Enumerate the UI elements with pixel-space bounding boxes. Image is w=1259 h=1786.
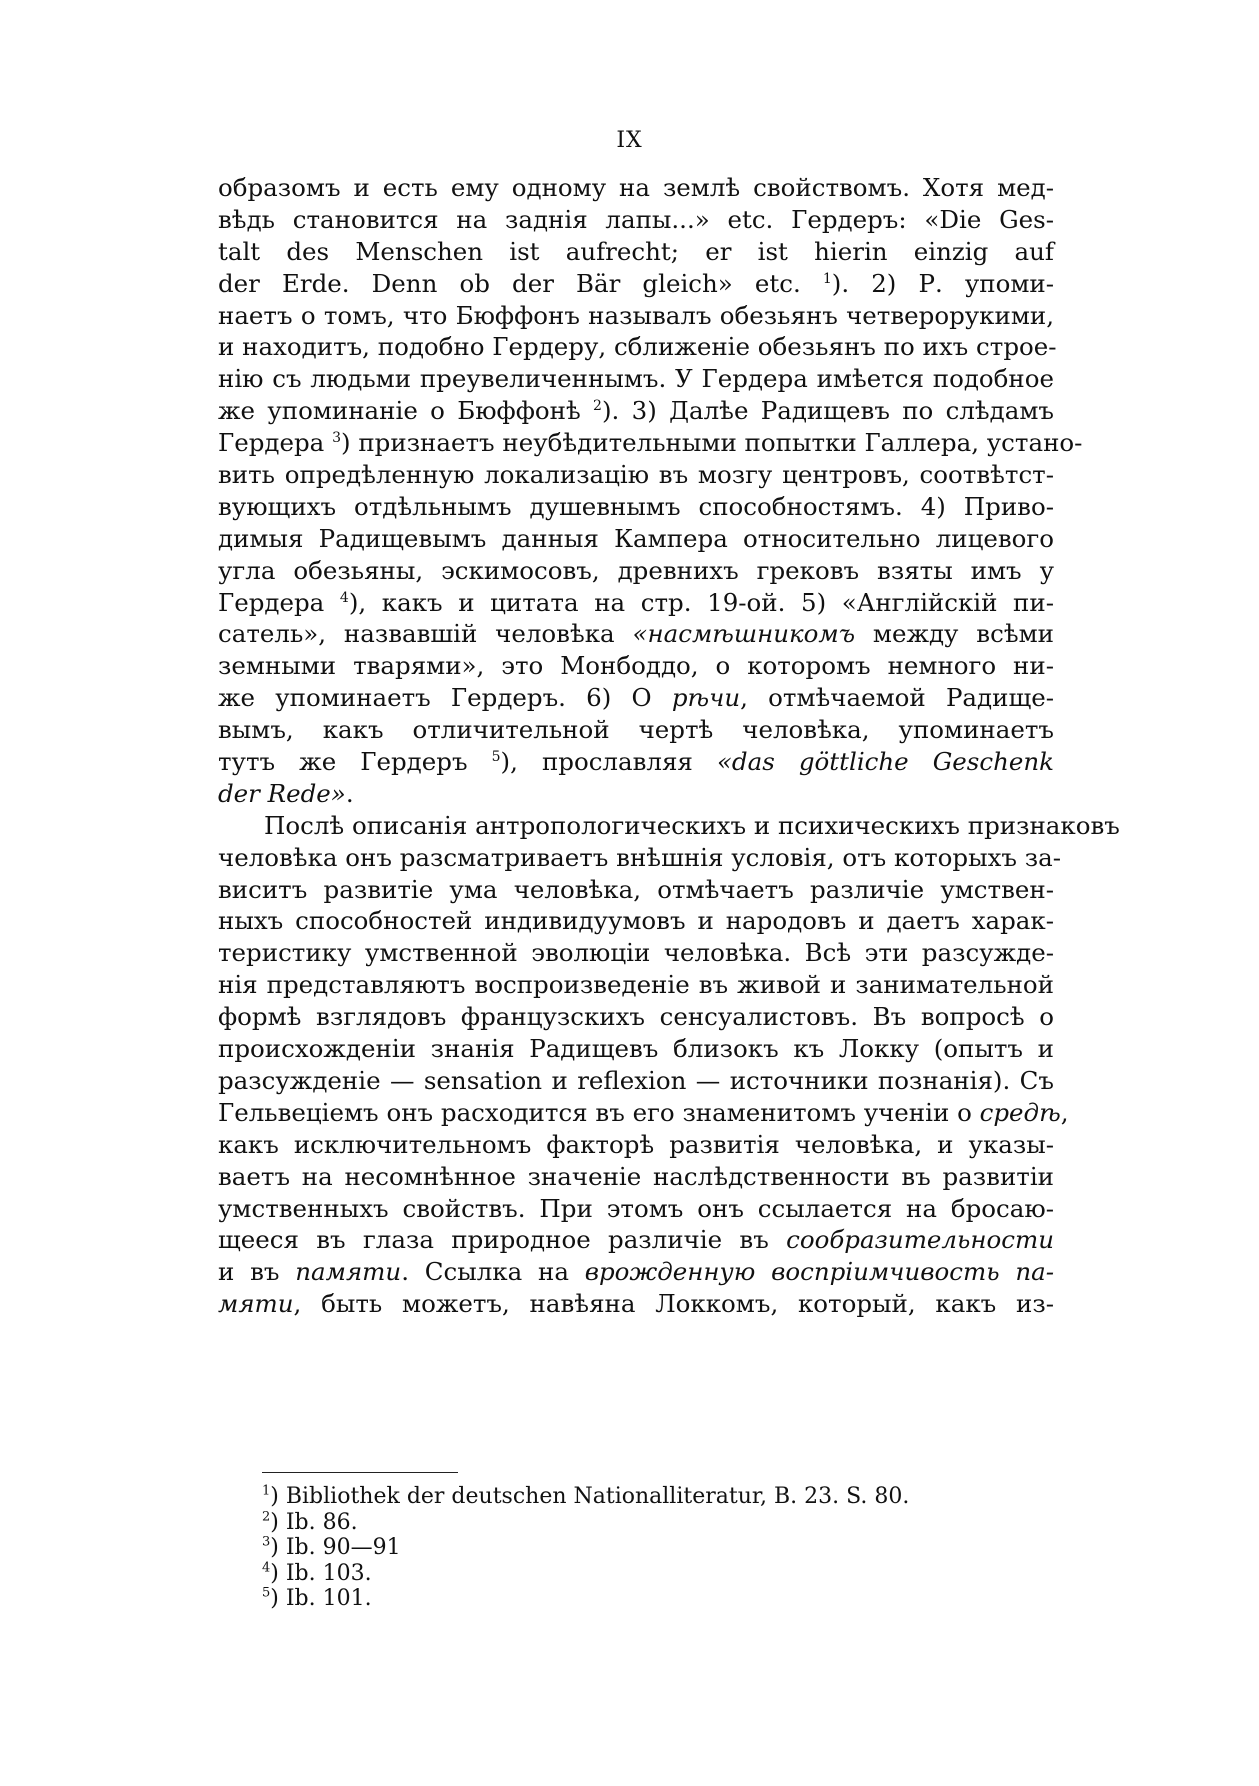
footnote-ref: 3	[332, 429, 341, 446]
footnote-text: ) Ib. 86.	[270, 1509, 358, 1535]
line-text: ). 3) Далѣе Радищевъ по слѣдамъ	[601, 396, 1054, 426]
footnotes	[262, 1484, 1022, 1612]
line-text: сатель», назвавшій человѣка	[218, 619, 633, 649]
text-line	[218, 587, 1054, 619]
line-text: и въ	[218, 1257, 296, 1287]
line-text: вующихъ отдѣльнымъ душевнымъ способностямъ. 4) Приво-	[218, 491, 1054, 521]
line-text: Послѣ описанія антропологическихъ и психическихъ признаковъ	[264, 810, 1120, 840]
text-line	[218, 842, 1062, 874]
text-line	[218, 1001, 1054, 1033]
italic-text: памяти	[295, 1257, 402, 1287]
line-text: нію съ людьми преувеличеннымъ. У Гердера имѣется подобное	[218, 364, 1054, 394]
line-text: , отмѣчаемой Радище-	[740, 683, 1054, 713]
text-line	[218, 778, 1054, 810]
line-text: человѣка онъ разсматриваетъ внѣшнія условія, отъ которыхъ за-	[218, 842, 1062, 872]
text-line	[218, 810, 1120, 842]
line-text: вѣдь становится на заднія лапы...» etc. Гердеръ: «Die Ges-	[218, 204, 1054, 234]
line-text: формѣ взглядовъ французскихъ сенсуалистовъ. Въ вопросѣ о	[218, 1002, 1054, 1032]
text-line	[218, 427, 1083, 459]
footnote-text: ) Bibliothek der deutschen Nationalliteratur, B. 23. S. 80.	[270, 1484, 910, 1509]
line-text: земными тварями», это Монбоддо, о которомъ немного ни-	[218, 651, 1054, 681]
footnote-text: ) Ib. 90—91	[270, 1535, 401, 1560]
line-text: происхожденіи знанія Радищевъ близокъ къ Локку (опытъ и	[218, 1034, 1054, 1064]
text-line	[218, 363, 1054, 395]
line-text: ), какъ и цитата на стр. 19-ой. 5) «Англійскій пи-	[348, 587, 1054, 617]
text-line	[218, 331, 1057, 363]
text-line	[218, 523, 1054, 555]
italic-text: мяти	[218, 1289, 294, 1319]
line-text: ныхъ способностей индивидуумовъ и народовъ и даетъ харак-	[218, 906, 1054, 936]
footnote	[262, 1484, 1022, 1510]
footnote	[262, 1535, 1022, 1561]
text-line	[218, 1288, 1054, 1320]
text-line	[218, 969, 1054, 1001]
text-line	[218, 172, 1054, 204]
text-line	[218, 714, 1054, 746]
footnote	[262, 1561, 1022, 1587]
footnote-rule	[262, 1472, 458, 1473]
line-text: же упоминаніе о Бюффонѣ	[218, 396, 594, 426]
italic-text: врожденную воспріимчивость па-	[584, 1257, 1054, 1287]
line-text: , быть можетъ, навѣяна Локкомъ, который, какъ из-	[293, 1289, 1054, 1319]
line-text: вымъ, какъ отличительной чертѣ человѣка, упоминаетъ	[218, 715, 1054, 745]
page-number: IX	[616, 128, 643, 153]
text-line	[218, 618, 1054, 650]
line-text: ваетъ на несомнѣнное значеніе наслѣдственности въ развитіи	[218, 1161, 1054, 1191]
text-line	[218, 300, 1054, 332]
footnote-ref: 5	[491, 748, 501, 765]
line-text: же упоминаетъ Гердеръ. 6) О	[218, 683, 672, 713]
text-line	[218, 491, 1054, 523]
line-text: виситъ развитіе ума человѣка, отмѣчаетъ различіе умствен-	[218, 874, 1054, 904]
text-line	[218, 746, 1054, 778]
line-text: тутъ же Гердеръ	[218, 747, 492, 777]
text-line	[218, 1097, 1069, 1129]
footnote	[262, 1510, 1022, 1536]
italic-text: рѣчи	[671, 683, 741, 713]
line-text: ). 2) Р. упоми-	[831, 268, 1054, 298]
italic-text: средѣ	[979, 1097, 1061, 1127]
line-text: димыя Радищевымъ данныя Кампера относительно лицевого	[218, 523, 1054, 553]
footnote-mark: 1	[262, 1483, 271, 1499]
line-text: Гердера	[218, 428, 333, 458]
italic-text: der Rede»	[218, 778, 346, 808]
line-text: щееся въ глаза природное различіе въ	[218, 1225, 787, 1255]
line-text: talt des Menschen ist aufrecht; er ist hierin einzig auf	[218, 236, 1054, 266]
line-text: вить опредѣленную локализацію въ мозгу центровъ, соотвѣтст-	[218, 460, 1054, 490]
text-line	[218, 1129, 1054, 1161]
line-text: нія представляютъ воспроизведеніе въ живой и занимательной	[218, 970, 1054, 1000]
footnote-text: ) Ib. 101.	[270, 1586, 372, 1611]
line-text: разсужденіе — sensation и reflexion — источники познанія). Съ	[218, 1065, 1054, 1095]
text-line	[218, 459, 1054, 491]
line-text: ), прославляя	[500, 747, 717, 777]
italic-text: «насмѣшникомъ	[632, 619, 856, 649]
footnote-mark: 4	[262, 1560, 271, 1576]
text-line	[218, 682, 1054, 714]
line-text: теристику умственной эволюціи человѣка. Всѣ эти разсужде-	[218, 938, 1054, 968]
line-text: умственныхъ свойствъ. При этомъ онъ ссылается на бросаю-	[218, 1193, 1054, 1223]
line-text: какъ исключительномъ факторѣ развитія человѣка, и указы-	[218, 1129, 1054, 1159]
line-text: угла обезьяны, эскимосовъ, древнихъ грековъ взяты имъ у	[218, 555, 1054, 585]
line-text: Гельвеціемъ онъ расходится въ его знаменитомъ ученіи о	[218, 1097, 980, 1127]
footnote-ref: 2	[593, 398, 602, 415]
italic-text: сообразительности	[786, 1225, 1054, 1255]
footnote-ref: 1	[822, 270, 832, 287]
text-line	[218, 236, 1054, 268]
body-text	[218, 172, 1120, 1320]
text-line	[218, 874, 1054, 906]
text-line	[218, 1224, 1054, 1256]
footnote-mark: 2	[262, 1509, 271, 1525]
line-text: образомъ и есть ему одному на землѣ свойствомъ. Хотя мед-	[218, 173, 1054, 202]
line-text: между всѣми	[855, 619, 1054, 649]
text-line	[218, 937, 1054, 969]
line-text: .	[345, 778, 354, 808]
footnote-mark: 5	[262, 1585, 271, 1601]
text-line	[218, 1065, 1054, 1097]
text-line	[218, 905, 1054, 937]
text-line	[218, 1256, 1054, 1288]
text-line	[218, 650, 1054, 682]
footnote-mark: 3	[262, 1534, 271, 1550]
text-line	[218, 1161, 1054, 1193]
line-text: der Erde. Denn ob der Bär gleich» etc.	[218, 268, 823, 298]
line-text: ) признаетъ неубѣдительными попытки Галлера, устано-	[341, 428, 1083, 458]
text-line	[218, 268, 1054, 300]
line-text: Гердера	[218, 587, 340, 617]
footnote-text: ) Ib. 103.	[270, 1560, 372, 1586]
line-text: и находитъ, подобно Гердеру, сближеніе обезьянъ по ихъ строе-	[218, 332, 1057, 362]
footnote	[262, 1586, 1022, 1612]
text-line	[218, 1193, 1054, 1225]
footnote-ref: 4	[339, 589, 349, 606]
line-text: наетъ о томъ, что Бюффонъ называлъ обезьянъ четверорукими,	[218, 300, 1054, 330]
line-text: . Ссылка на	[401, 1257, 585, 1287]
text-line	[218, 204, 1054, 236]
text-line	[218, 395, 1054, 427]
text-line	[218, 555, 1054, 587]
line-text: ,	[1060, 1097, 1069, 1127]
text-line	[218, 1033, 1054, 1065]
italic-text: «das göttliche Geschenk	[716, 747, 1054, 777]
